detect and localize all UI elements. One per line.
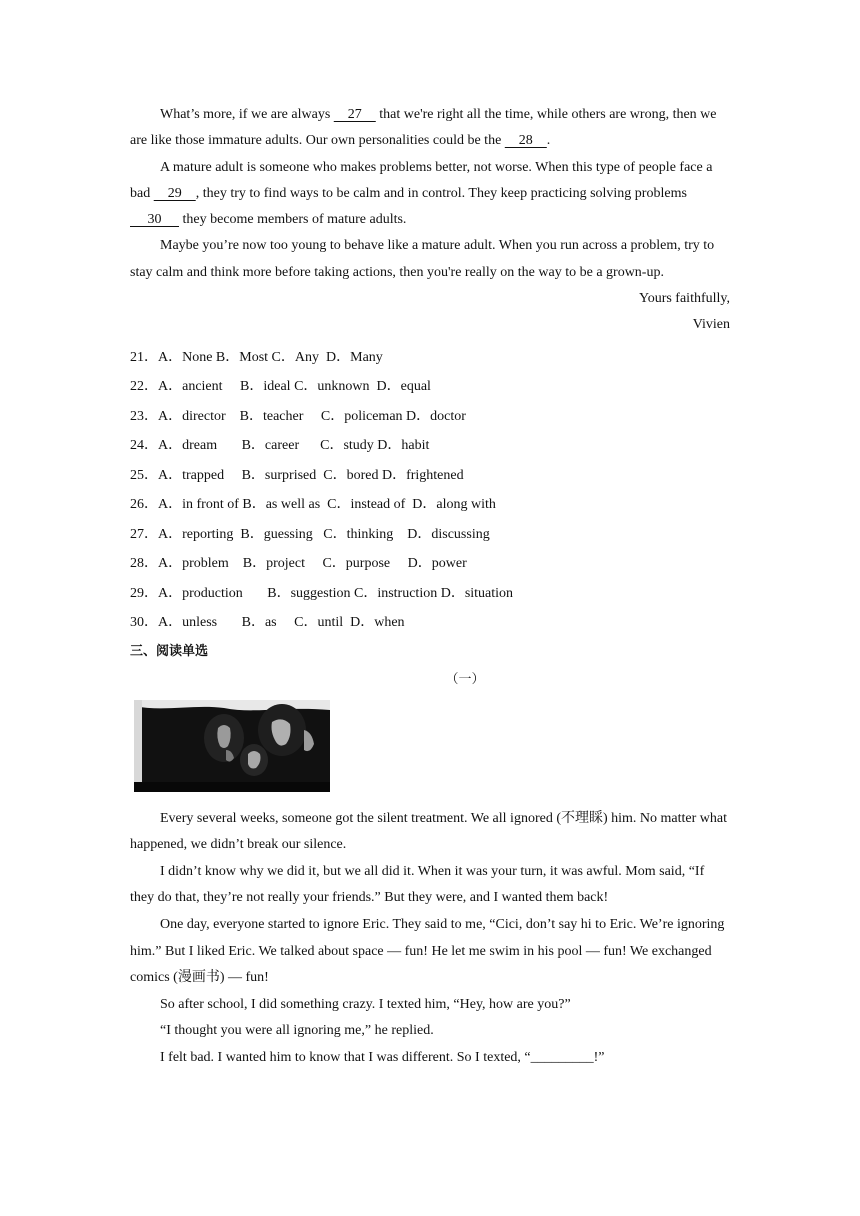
text: What’s more, if we are always	[160, 107, 334, 122]
paragraph-2	[130, 155, 730, 234]
option-row: 25．A．trapped B．surprised C．bored D．frightened	[130, 467, 464, 483]
story-last-line	[130, 1045, 730, 1072]
blank-28: 28	[504, 133, 547, 149]
option-row: 24．A．dream B．career C．study D．habit	[130, 438, 430, 454]
document-page	[130, 102, 730, 1072]
story-paragraph: “I thought you were all ignoring me,” he replied.	[160, 1023, 434, 1039]
section-title: 三、阅读单选	[130, 643, 209, 659]
option-row: 27．A．reporting B．guessing C．thinking D．discussing	[130, 526, 490, 542]
blank-29: 29	[153, 185, 196, 201]
story-paragraph: I didn’t know why we did it, but we all did it. When it was your turn, it was awful. Mom said, “If they do that, they’re not really your friends.” But they were, and I wanted them back!	[130, 863, 705, 906]
text: they become members of mature adults.	[179, 212, 407, 228]
blank-30: 30	[130, 212, 179, 228]
option-row: 29．A．production B．suggestion C．instruction D．situation	[130, 585, 514, 601]
blank-27: 27	[333, 107, 376, 122]
passage-number: （一）	[445, 671, 485, 687]
option-row: 22．A．ancient B．ideal C．unknown D．equal	[130, 379, 431, 395]
text: that we're right all the time, while others are wrong, then we are like those immature adults. Our own personalities could be the	[130, 107, 717, 149]
group-photo-image	[134, 700, 330, 792]
option-row: 30．A．unless B．as C．until D．when	[130, 615, 405, 631]
text: !”	[593, 1050, 605, 1066]
answer-blank: _________	[530, 1050, 594, 1066]
paragraph-1	[130, 102, 730, 155]
illustration-photo	[134, 700, 330, 792]
text: A mature adult is someone who makes problems better, not worse. When this type of people face a bad	[130, 159, 713, 201]
text: , they try to find ways to be calm and in control. They keep practicing solving problems	[195, 185, 687, 201]
text: I felt bad. I wanted him to know that I was different. So I texted, “	[160, 1050, 531, 1066]
letter-signature: Vivien	[692, 317, 730, 333]
option-row: 28．A．problem B．project C．purpose D．power	[130, 556, 467, 572]
option-row: 21．A．None B．Most C．Any D．Many	[130, 349, 383, 365]
story-paragraph: One day, everyone started to ignore Eric. They said to me, “Cici, don’t say hi to Eric. We’re ignoring him.” But I liked Eric. We talked about space — fun! He let me swim in his pool — fun! We exchanged comics (漫画书) — fun!	[130, 917, 725, 986]
letter-closing: Yours faithfully,	[638, 291, 730, 307]
text: .	[546, 133, 551, 149]
options-list	[130, 343, 730, 638]
paragraph-3: Maybe you’re now too young to behave like a mature adult. When you run across a problem, try to stay calm and think more before taking actions, then you're really on the way to be a grown-up.	[130, 238, 715, 280]
story-text	[130, 806, 730, 1072]
story-paragraph: So after school, I did something crazy. I texted him, “Hey, how are you?”	[160, 996, 571, 1012]
story-paragraph: Every several weeks, someone got the silent treatment. We all ignored (不理睬) him. No matter what happened, we didn’t break our silence.	[130, 810, 728, 853]
option-row: 26．A．in front of B．as well as C．instead of D．along with	[130, 497, 496, 513]
option-row: 23．A．director B．teacher C．policeman D．doctor	[130, 408, 466, 424]
